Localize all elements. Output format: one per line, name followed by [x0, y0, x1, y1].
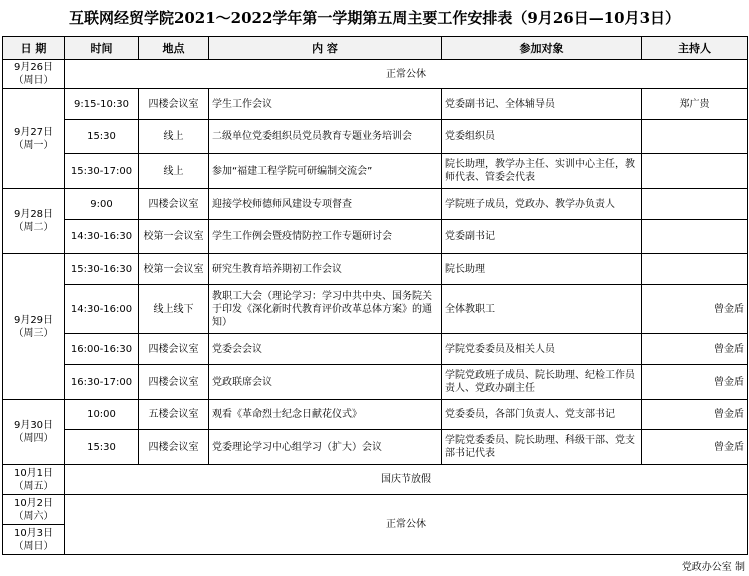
participants-cell: 学院党委委员、院长助理、科级干部、党支部书记代表 — [442, 430, 642, 465]
content-cell: 党委理论学习中心组学习（扩大）会议 — [209, 430, 442, 465]
time-cell: 16:00-16:30 — [65, 334, 139, 365]
table-row — [3, 189, 748, 220]
time-cell: 9:00 — [65, 189, 139, 220]
table-row — [3, 120, 748, 154]
table-row — [3, 334, 748, 365]
time-cell: 15:30-16:30 — [65, 254, 139, 285]
date-cell: 10月3日（周日） — [3, 525, 65, 555]
time-cell: 15:30 — [65, 120, 139, 154]
time-cell: 14:30-16:30 — [65, 220, 139, 254]
date-cell: 10月1日（周五） — [3, 465, 65, 495]
table-row — [3, 89, 748, 120]
header-content: 内 容 — [209, 37, 442, 60]
participants-cell: 院长助理 — [442, 254, 642, 285]
date-cell: 9月29日（周三） — [3, 254, 65, 400]
participants-cell: 院长助理，教学办主任、实训中心主任，教师代表、管委会代表 — [442, 154, 642, 189]
content-cell: 二级单位党委组织员党员教育专题业务培训会 — [209, 120, 442, 154]
participants-cell: 党委副书记 — [442, 220, 642, 254]
table-row — [3, 400, 748, 430]
place-cell: 四楼会议室 — [139, 334, 209, 365]
content-cell: 党政联席会议 — [209, 365, 442, 400]
note-cell: 国庆节放假 — [65, 465, 748, 495]
header-date: 日 期 — [3, 37, 65, 60]
table-header-row — [3, 37, 748, 60]
date-cell: 10月2日（周六） — [3, 495, 65, 525]
date-cell: 9月28日（周二） — [3, 189, 65, 254]
place-cell: 线上 — [139, 154, 209, 189]
time-cell: 9:15-10:30 — [65, 89, 139, 120]
place-cell: 校第一会议室 — [139, 254, 209, 285]
table-row — [3, 285, 748, 334]
host-cell: 曾金盾 — [642, 430, 748, 465]
date-cell: 9月27日（周一） — [3, 89, 65, 189]
time-cell: 14:30-16:00 — [65, 285, 139, 334]
header-host: 主持人 — [642, 37, 748, 60]
table-row — [3, 430, 748, 465]
place-cell: 四楼会议室 — [139, 89, 209, 120]
date-cell: 9月26日（周日） — [3, 60, 65, 89]
host-cell — [642, 189, 748, 220]
time-cell: 16:30-17:00 — [65, 365, 139, 400]
participants-cell: 党委组织员 — [442, 120, 642, 154]
table-row — [3, 60, 748, 89]
participants-cell: 学院党委委员及相关人员 — [442, 334, 642, 365]
place-cell: 校第一会议室 — [139, 220, 209, 254]
host-cell: 曾金盾 — [642, 400, 748, 430]
place-cell: 四楼会议室 — [139, 189, 209, 220]
content-cell: 学生工作例会暨疫情防控工作专题研讨会 — [209, 220, 442, 254]
content-cell: 教职工大会（理论学习：学习中共中央、国务院关于印发《深化新时代教育评价改革总体方案》的通知） — [209, 285, 442, 334]
schedule-table — [2, 36, 748, 555]
note-cell: 正常公休 — [65, 495, 748, 555]
host-cell: 曾金盾 — [642, 334, 748, 365]
participants-cell: 党委委员，各部门负责人、党支部书记 — [442, 400, 642, 430]
note-cell: 正常公休 — [65, 60, 748, 89]
participants-cell: 学院班子成员，党政办、教学办负责人 — [442, 189, 642, 220]
page-title: 互联网经贸学院2021～2022学年第一学期第五周主要工作安排表（9月26日—10月3日） — [68, 9, 681, 27]
time-cell: 10:00 — [65, 400, 139, 430]
host-cell: 曾金盾 — [642, 365, 748, 400]
content-cell: 参加“福建工程学院可研编制交流会” — [209, 154, 442, 189]
date-cell: 9月30日（周四） — [3, 400, 65, 465]
content-cell: 学生工作会议 — [209, 89, 442, 120]
time-cell: 15:30-17:00 — [65, 154, 139, 189]
place-cell: 四楼会议室 — [139, 430, 209, 465]
host-cell — [642, 220, 748, 254]
table-row — [3, 254, 748, 285]
table-row — [3, 495, 748, 525]
place-cell: 线上线下 — [139, 285, 209, 334]
content-cell: 党委会会议 — [209, 334, 442, 365]
place-cell: 线上 — [139, 120, 209, 154]
host-cell — [642, 154, 748, 189]
header-place: 地点 — [139, 37, 209, 60]
participants-cell: 学院党政班子成员、院长助理、纪检工作员责人、党政办副主任 — [442, 365, 642, 400]
host-cell: 曾金盾 — [642, 285, 748, 334]
table-row — [3, 220, 748, 254]
host-cell: 郑广贵 — [642, 89, 748, 120]
host-cell — [642, 254, 748, 285]
host-cell — [642, 120, 748, 154]
participants-cell: 党委副书记、全体辅导员 — [442, 89, 642, 120]
table-row — [3, 465, 748, 495]
table-row — [3, 154, 748, 189]
time-cell: 15:30 — [65, 430, 139, 465]
footer-note: 党政办公室 制 — [681, 562, 745, 573]
content-cell: 研究生教育培养期初工作会议 — [209, 254, 442, 285]
participants-cell: 全体教职工 — [442, 285, 642, 334]
header-time: 时间 — [65, 37, 139, 60]
content-cell: 观看《革命烈士纪念日献花仪式》 — [209, 400, 442, 430]
header-participants: 参加对象 — [442, 37, 642, 60]
place-cell: 四楼会议室 — [139, 365, 209, 400]
content-cell: 迎接学校师德师风建设专项督查 — [209, 189, 442, 220]
place-cell: 五楼会议室 — [139, 400, 209, 430]
table-row — [3, 365, 748, 400]
